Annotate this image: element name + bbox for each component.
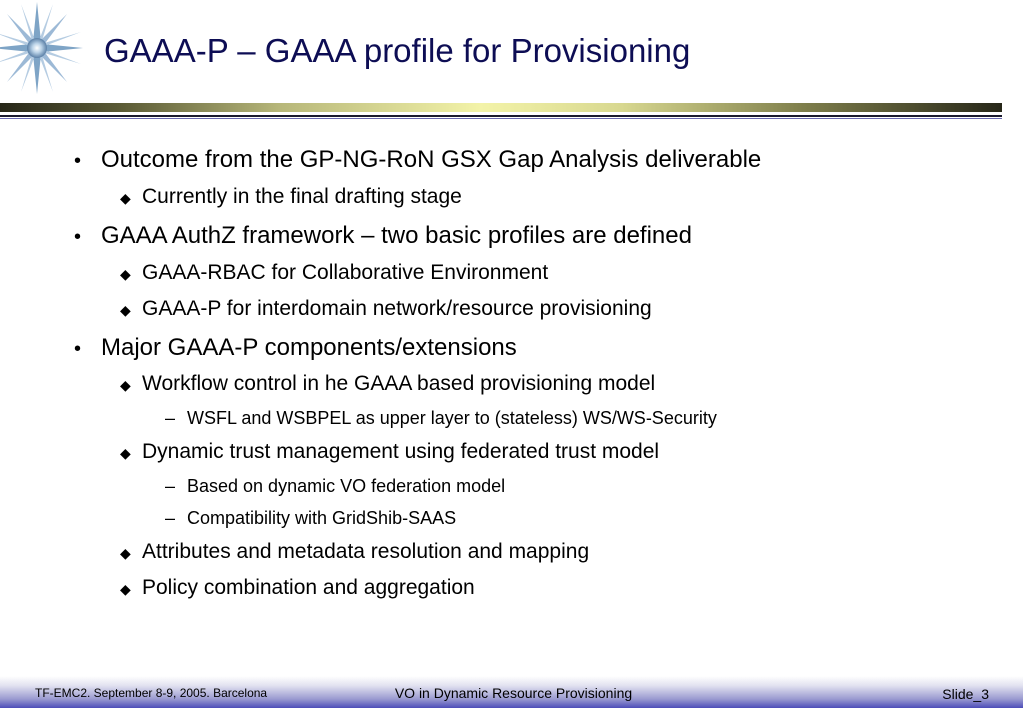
- bullet-text: Compatibility with GridShib-SAAS: [187, 508, 457, 528]
- diamond-bullet-icon: ◆: [120, 377, 131, 393]
- sub-sub-bullet-item: [165, 508, 456, 529]
- title-divider: [0, 115, 1002, 117]
- title-divider-thin: [0, 118, 1002, 119]
- star-burst-icon: [0, 0, 90, 104]
- footer-event: TF-EMC2. September 8-9, 2005. Barcelona: [35, 686, 268, 700]
- bullet-item: [74, 334, 517, 362]
- sub-bullet-item: [120, 185, 462, 209]
- diamond-bullet-icon: ◆: [120, 190, 131, 206]
- footer-topic: VO in Dynamic Resource Provisioning: [394, 685, 633, 701]
- diamond-bullet-icon: ◆: [120, 545, 131, 561]
- sub-bullet-item: [120, 297, 652, 321]
- bullet-marker: •: [74, 338, 82, 360]
- dash-bullet-icon: –: [165, 508, 176, 528]
- diamond-bullet-icon: ◆: [120, 581, 131, 597]
- bullet-text: GAAA-RBAC for Collaborative Environment: [142, 261, 549, 284]
- bullet-text: GAAA AuthZ framework – two basic profiles are defined: [101, 222, 692, 249]
- bullet-item: [74, 146, 761, 174]
- bullet-item: [74, 222, 692, 250]
- sub-bullet-item: [120, 440, 659, 464]
- sub-bullet-item: [120, 261, 548, 285]
- bullet-marker: •: [74, 150, 82, 172]
- bullet-text: Currently in the final drafting stage: [142, 185, 462, 208]
- slide-title: GAAA-P – GAAA profile for Provisioning: [104, 32, 691, 69]
- bullet-text: Workflow control in he GAAA based provisioning model: [142, 372, 656, 395]
- bullet-text: WSFL and WSBPEL as upper layer to (stateless) WS/WS-Security: [187, 408, 717, 428]
- sub-bullet-item: [120, 576, 475, 600]
- sub-sub-bullet-item: [165, 476, 505, 497]
- bullet-text: Attributes and metadata resolution and mapping: [142, 540, 590, 563]
- sub-bullet-item: [120, 372, 655, 396]
- bullet-text: Based on dynamic VO federation model: [187, 476, 506, 496]
- bullet-text: GAAA-P for interdomain network/resource provisioning: [142, 297, 652, 320]
- dash-bullet-icon: –: [165, 408, 176, 428]
- slide-number: Slide_3: [942, 686, 989, 702]
- diamond-bullet-icon: ◆: [120, 266, 131, 282]
- sub-bullet-item: [120, 540, 589, 564]
- bullet-text: Major GAAA-P components/extensions: [101, 334, 517, 361]
- bullet-text: Policy combination and aggregation: [142, 576, 475, 599]
- bullet-text: Dynamic trust management using federated trust model: [142, 440, 660, 463]
- title-accent-bar: [0, 103, 1002, 112]
- diamond-bullet-icon: ◆: [120, 445, 131, 461]
- diamond-bullet-icon: ◆: [120, 302, 131, 318]
- dash-bullet-icon: –: [165, 476, 176, 496]
- sub-sub-bullet-item: [165, 408, 717, 429]
- bullet-text: Outcome from the GP-NG-RoN GSX Gap Analysis deliverable: [101, 146, 762, 173]
- bullet-marker: •: [74, 226, 82, 248]
